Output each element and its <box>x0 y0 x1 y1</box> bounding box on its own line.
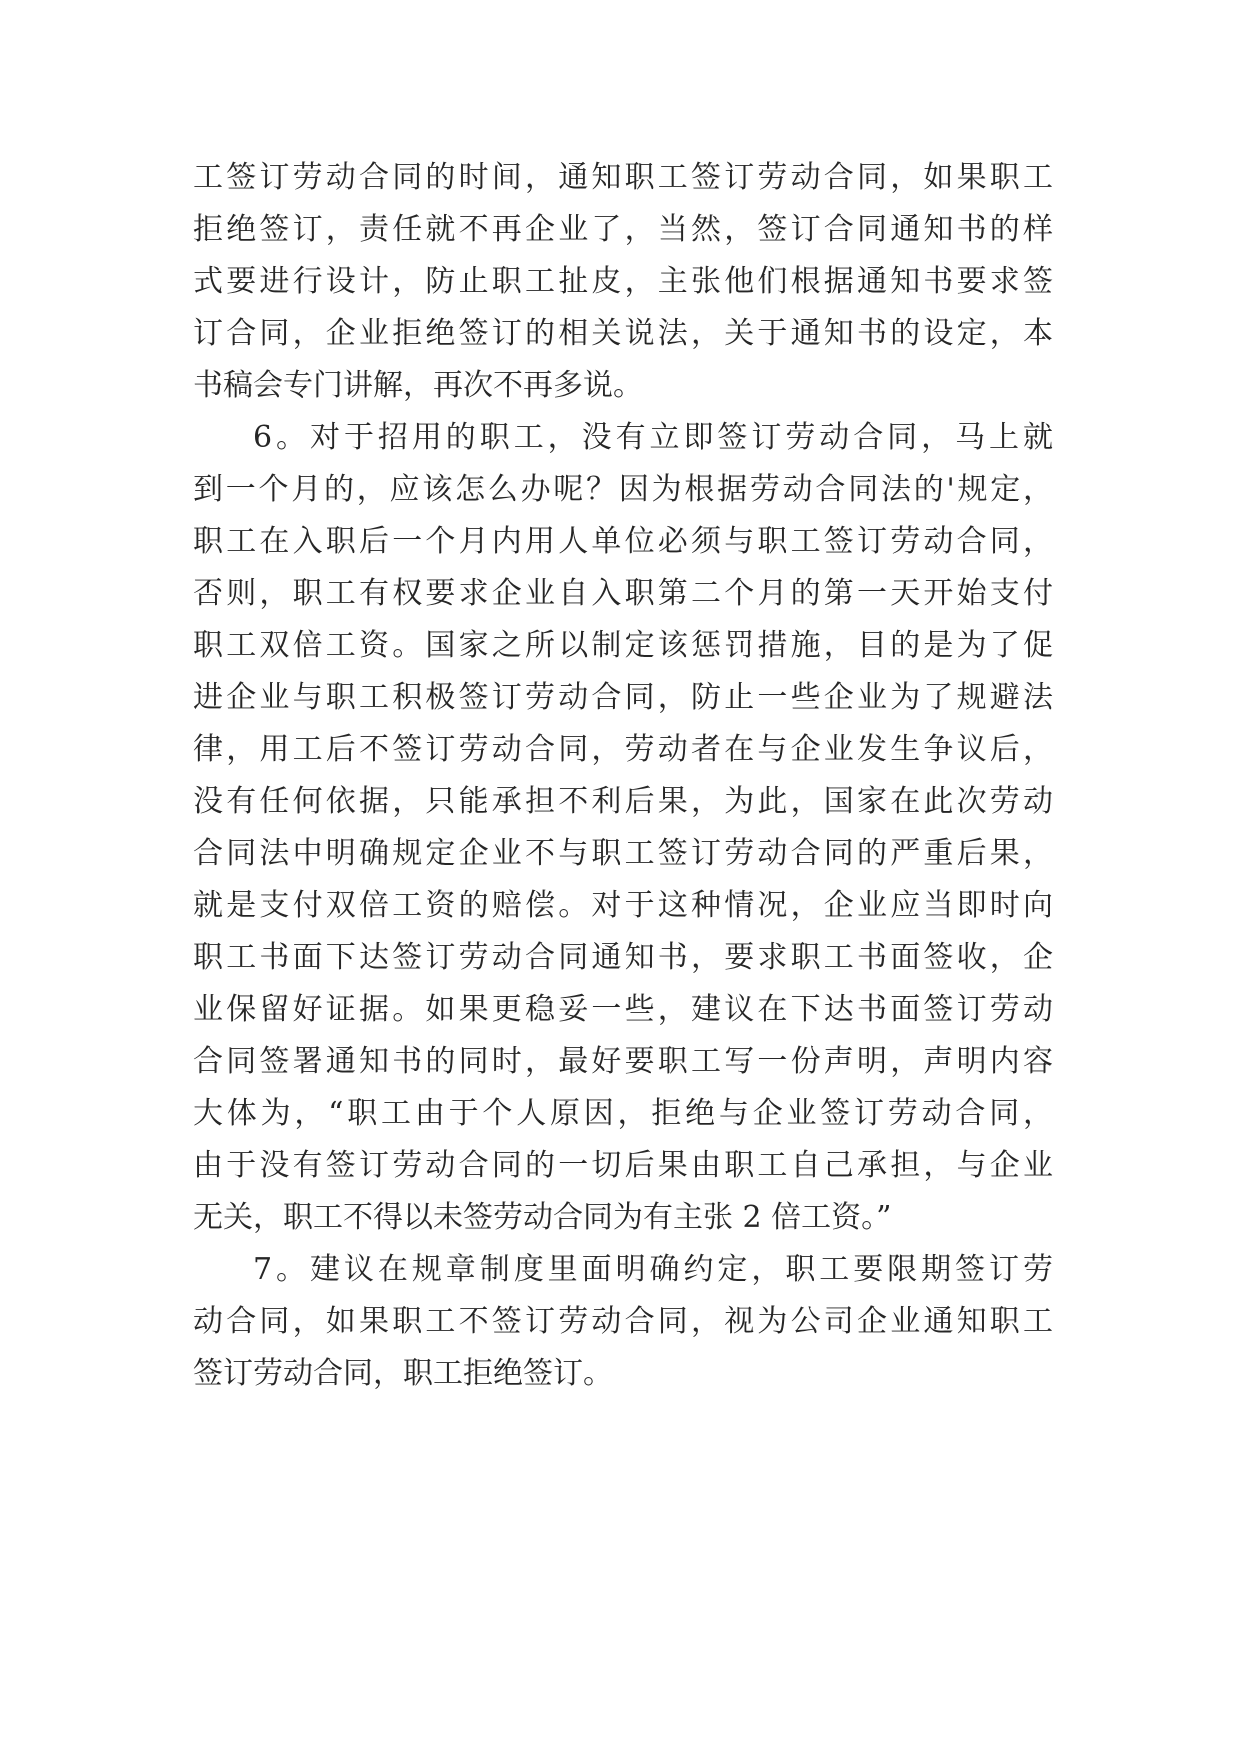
text-line: 书稿会专门讲解，再次不再多说。 <box>193 368 643 403</box>
text-line: 无关，职工不得以未签劳动合同为有主张 2 倍工资。” <box>193 1200 892 1235</box>
text-line: 订合同，企业拒绝签订的相关说法，关于通知书的设定，本 <box>193 316 1053 351</box>
text-line: 律，用工后不签订劳动合同，劳动者在与企业发生争议后， <box>193 732 1053 767</box>
paragraph-6-first-line: 6。对于招用的职工，没有立即签订劳动合同，马上就 <box>253 420 1053 455</box>
text-line: 没有任何依据，只能承担不利后果，为此，国家在此次劳动 <box>193 784 1053 819</box>
text-line: 动合同，如果职工不签订劳动合同，视为公司企业通知职工 <box>193 1304 1053 1339</box>
text-line: 否则，职工有权要求企业自入职第二个月的第一天开始支付 <box>193 576 1053 611</box>
text-line: 职工在入职后一个月内用人单位必须与职工签订劳动合同， <box>193 524 1053 559</box>
text-line: 就是支付双倍工资的赔偿。对于这种情况，企业应当即时向 <box>193 888 1053 923</box>
text-line: 进企业与职工积极签订劳动合同，防止一些企业为了规避法 <box>193 680 1053 715</box>
text-line: 签订劳动合同，职工拒绝签订。 <box>193 1356 613 1391</box>
text-line: 职工书面下达签订劳动合同通知书，要求职工书面签收，企 <box>193 940 1053 975</box>
text-line: 职工双倍工资。国家之所以制定该惩罚措施，目的是为了促 <box>193 628 1053 663</box>
text-line: 大体为，“职工由于个人原因，拒绝与企业签订劳动合同， <box>193 1096 1053 1131</box>
text-line: 到一个月的，应该怎么办呢？因为根据劳动合同法的'规定， <box>193 472 1053 507</box>
text-line: 式要进行设计，防止职工扯皮，主张他们根据通知书要求签 <box>193 264 1053 299</box>
text-line: 拒绝签订，责任就不再企业了，当然，签订合同通知书的样 <box>193 212 1053 247</box>
text-line: 工签订劳动合同的时间，通知职工签订劳动合同，如果职工 <box>193 160 1053 195</box>
text-line: 合同签署通知书的同时，最好要职工写一份声明，声明内容 <box>193 1044 1053 1079</box>
text-line: 合同法中明确规定企业不与职工签订劳动合同的严重后果， <box>193 836 1053 871</box>
text-line: 由于没有签订劳动合同的一切后果由职工自己承担，与企业 <box>193 1148 1053 1183</box>
paragraph-7-first-line: 7。建议在规章制度里面明确约定，职工要限期签订劳 <box>253 1252 1053 1287</box>
text-line: 业保留好证据。如果更稳妥一些，建议在下达书面签订劳动 <box>193 992 1053 1027</box>
